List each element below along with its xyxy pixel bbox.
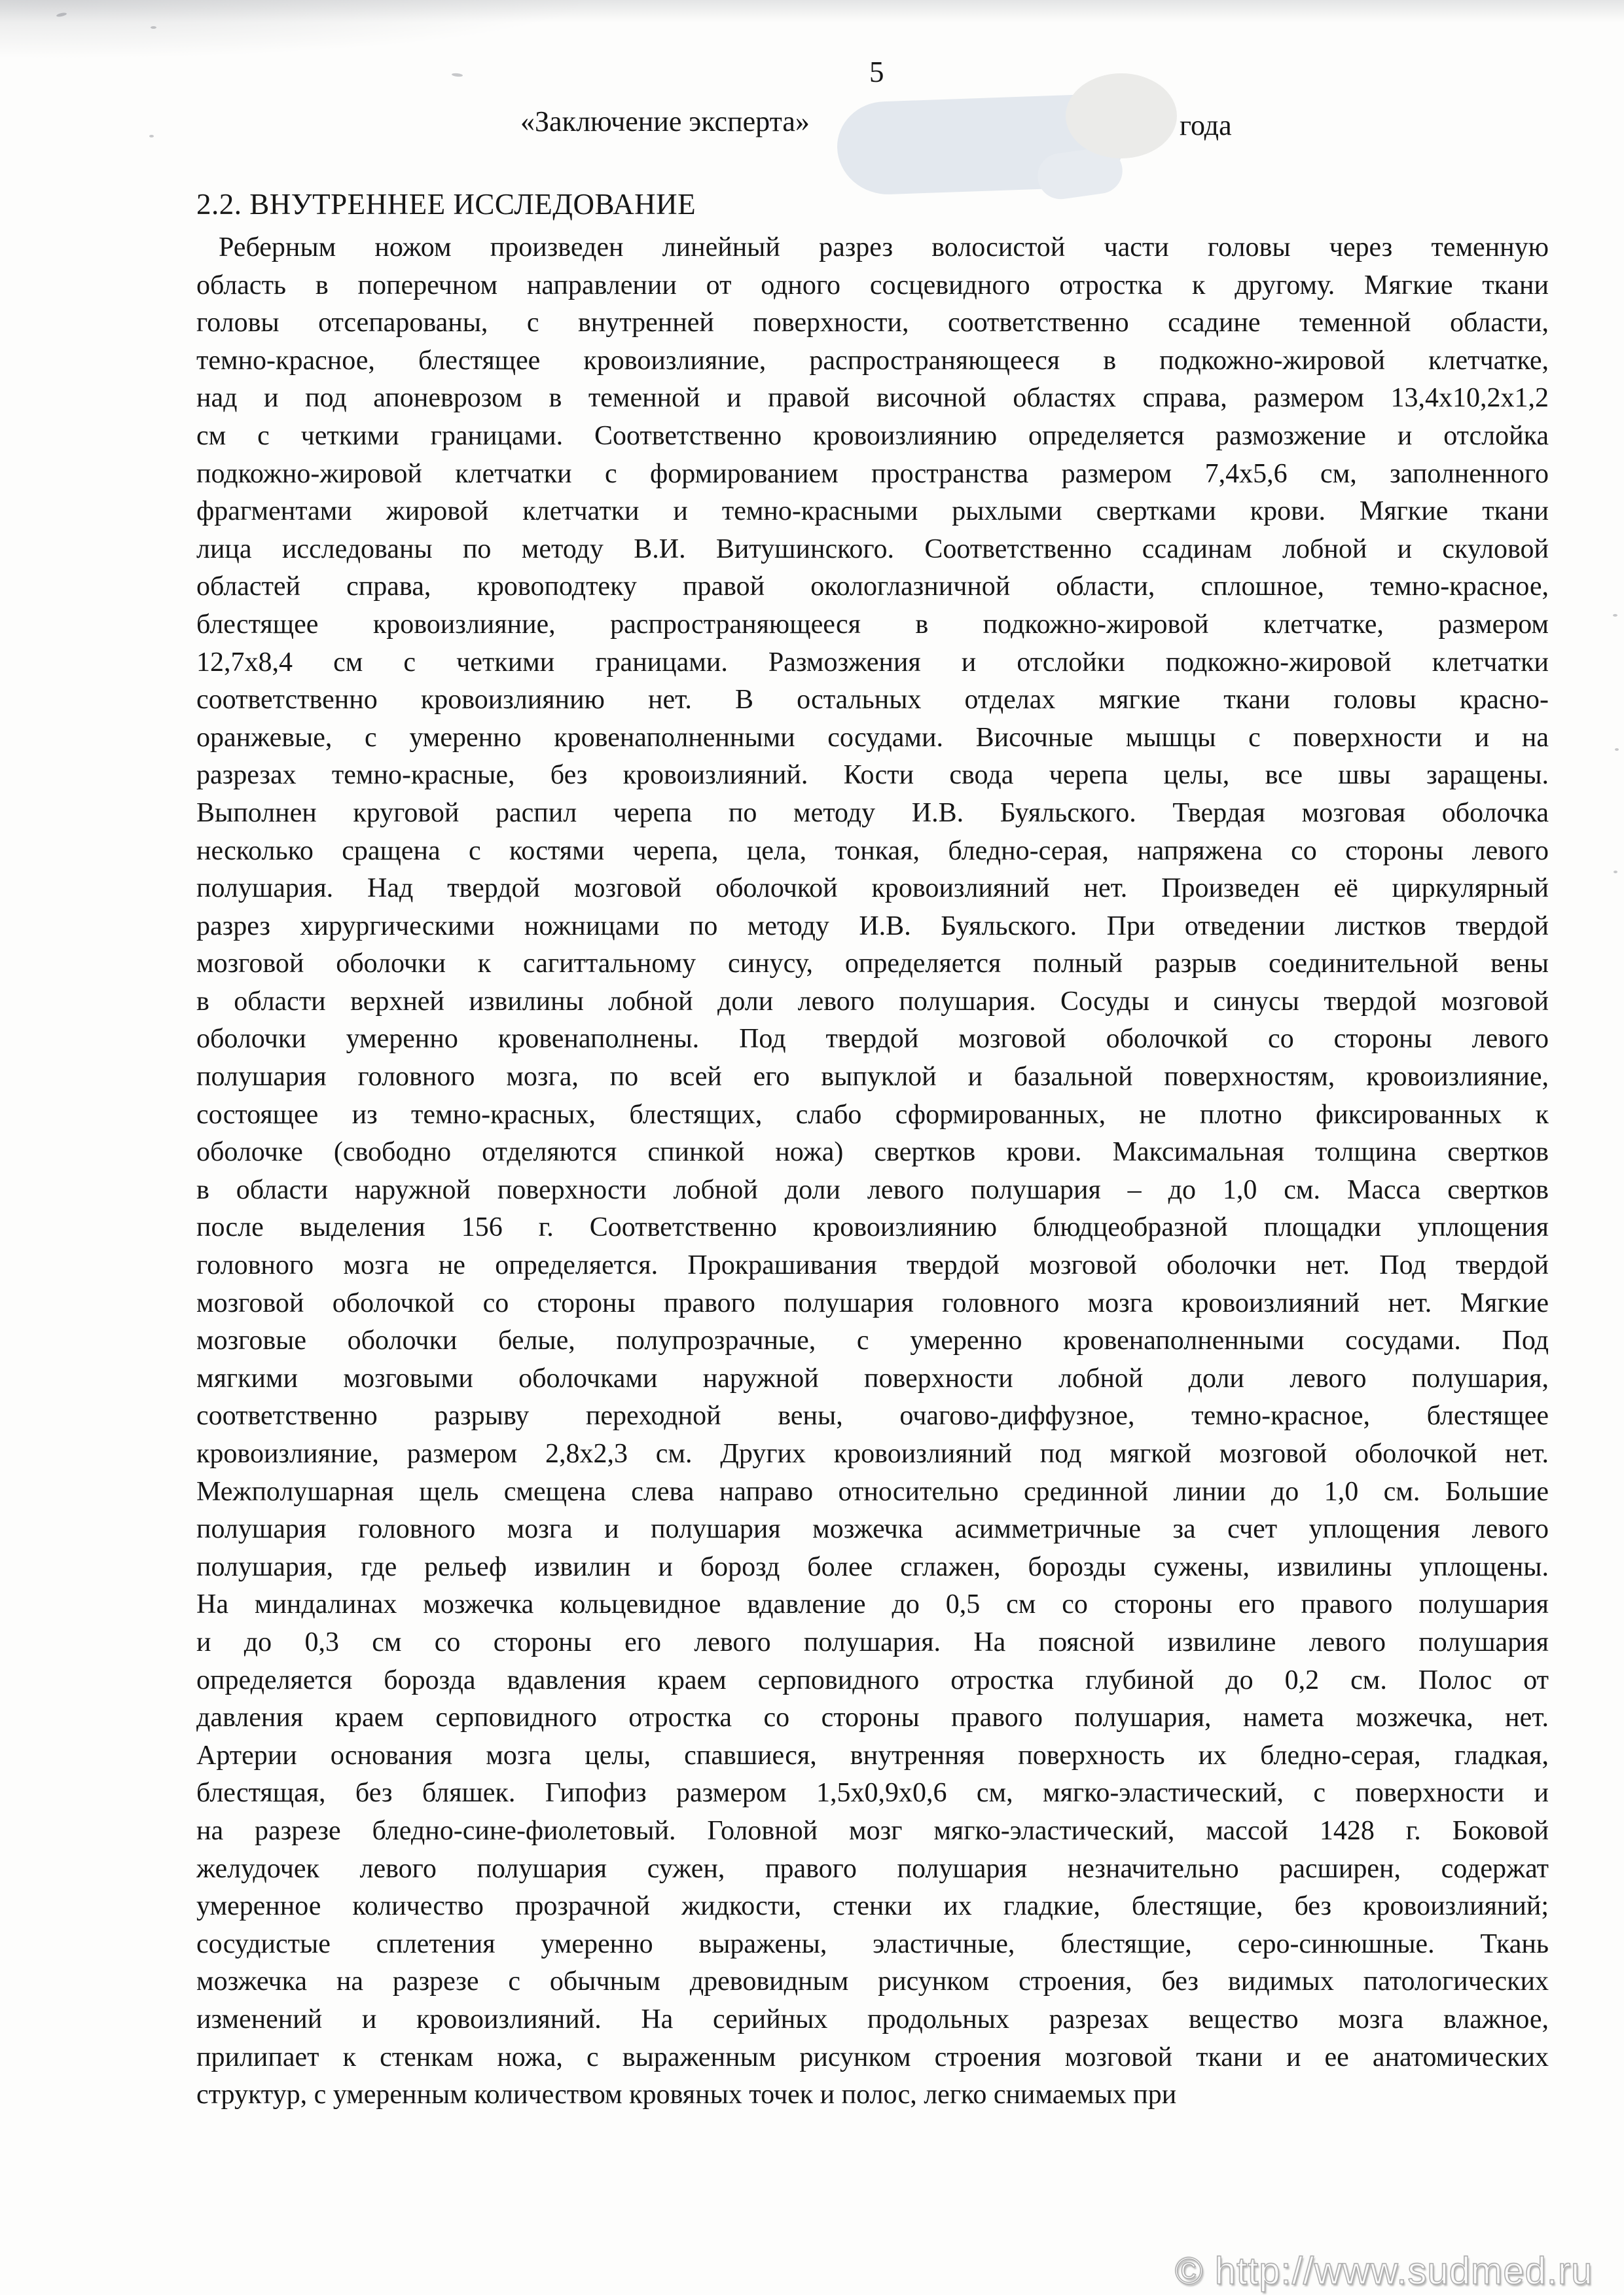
document-title: «Заключение эксперта» [520, 105, 810, 137]
text-line: структур, с умеренным количеством кровяных точек и полос, легко снимаемых при [196, 2080, 1177, 2110]
text-line: после выделения 156 г. Соответственно кровоизлиянию блюдцеобразной площадки уплощения [196, 1212, 1549, 1243]
section-heading: 2.2. ВНУТРЕННЕЕ ИССЛЕДОВАНИЕ [196, 188, 696, 221]
scan-speck [1614, 871, 1617, 873]
text-line: состоящее из темно-красных, блестящих, слабо сформированных, не плотно фиксированных к [196, 1099, 1549, 1130]
watermark: © http://www.sudmed.ru [1175, 2250, 1593, 2292]
text-line: несколько сращена с костями черепа, цела, тонкая, бледно-серая, напряжена со стороны левого [196, 835, 1549, 866]
text-line: полушария головного мозга, по всей его выпуклой и базальной поверхностям, кровоизлияние, [196, 1062, 1549, 1093]
text-line: подкожно-жировой клетчатки с формированием пространства размером 7,4х5,6 см, заполненного [196, 458, 1549, 489]
text-line: мозговые оболочки белые, полупрозрачные, с умеренно кровенаполненными сосудами. Под [196, 1326, 1549, 1356]
text-line: над и под апоневрозом в теменной и правой височной областях справа, размером 13,4х10,2х1,2 [196, 383, 1549, 414]
text-line: в области верхней извилины лобной доли левого полушария. Сосуды и синусы твердой мозговой [196, 986, 1549, 1017]
scan-speck [149, 135, 154, 137]
page-number: 5 [869, 56, 885, 88]
text-line: см с четкими границами. Соответственно кровоизлиянию определяется размозжение и отслойка [196, 420, 1549, 451]
text-line: оболочки умеренно кровенаполнены. Под твердой мозговой оболочкой со стороны левого [196, 1024, 1549, 1055]
text-line: мозговой оболочки к сагиттальному синусу, определяется полный разрыв соединительной вены [196, 949, 1549, 979]
text-line: мозговой оболочкой со стороны правого полушария головного мозга кровоизлияний нет. Мягкие [196, 1288, 1549, 1318]
text-line: оранжевые, с умеренно кровенаполненными сосудами. Височные мышцы с поверхности и на [196, 722, 1549, 753]
text-line: полушария. Над твердой мозговой оболочкой кровоизлияний нет. Произведен её циркулярный [196, 873, 1549, 904]
text-line: желудочек левого полушария сужен, правого полушария незначительно расширен, содержат [196, 1853, 1549, 1884]
text-line: область в поперечном направлении от одного сосцевидного отростка к другому. Мягкие ткани [196, 270, 1549, 300]
text-line: разрезах темно-красные, без кровоизлияний. Кости свода черепа целы, все швы заращены. [196, 760, 1549, 791]
text-line: кровоизлияние, размером 2,8х2,3 см. Других кровоизлияний под мягкой мозговой оболочкой нет. [196, 1439, 1549, 1469]
text-line: Выполнен круговой распил черепа по методу И.В. Буяльского. Твердая мозговая оболочка [196, 797, 1549, 828]
text-line: изменений и кровоизлияний. На серийных продольных разрезах вещество мозга влажное, [196, 2004, 1549, 2034]
text-line: лица исследованы по методу В.И. Витушинского. Соответственно ссадинам лобной и скуловой [196, 533, 1549, 564]
text-line: соответственно кровоизлиянию нет. В остальных отделах мягкие ткани головы красно- [196, 685, 1549, 715]
text-line: соответственно разрыву переходной вены, очагово-диффузное, темно-красное, блестящее [196, 1401, 1549, 1432]
text-line: сосудистые сплетения умеренно выражены, эластичные, блестящие, серо-синюшные. Ткань [196, 1928, 1549, 1959]
text-line: мягкими мозговыми оболочками наружной поверхности лобной доли левого полушария, [196, 1363, 1549, 1394]
text-line: давления краем серповидного отростка со стороны правого полушария, намета мозжечка, нет. [196, 1703, 1549, 1733]
text-line: фрагментами жировой клетчатки и темно-красными рыхлыми свертками крови. Мягкие ткани [196, 496, 1549, 527]
text-line: Межполушарная щель смещена слева направо относительно срединной линии до 1,0 см. Большие [196, 1476, 1549, 1507]
text-line: полушария головного мозга и полушария мозжечка асимметричные за счет уплощения левого [196, 1514, 1549, 1545]
text-line: 12,7х8,4 см с четкими границами. Размозжения и отслойки подкожно-жировой клетчатки [196, 647, 1549, 678]
text-line: На миндалинах мозжечка кольцевидное вдавление до 0,5 см со стороны его правого полушария [196, 1589, 1549, 1620]
scan-speck [1615, 748, 1619, 751]
text-line: и до 0,3 см со стороны его левого полушария. На поясной извилине левого полушария [196, 1627, 1549, 1657]
text-line: прилипает к стенкам ножа, с выраженным рисунком строения мозговой ткани и ее анатомических [196, 2042, 1549, 2072]
scan-corner-shadow [0, 0, 589, 59]
scan-speck [452, 73, 463, 77]
scan-speck [151, 26, 156, 29]
text-line: головы отсепарованы, с внутренней поверхности, соответственно ссадине теменной области, [196, 308, 1549, 338]
redacted-date-blob-light [1066, 73, 1177, 158]
text-line: на разрезе бледно-сине-фиолетовый. Головной мозг мягко-эластический, массой 1428 г. Боковой [196, 1815, 1549, 1846]
text-line: умеренное количество прозрачной жидкости, стенки их гладкие, блестящие, без кровоизлияний; [196, 1891, 1549, 1922]
text-line: блестящее кровоизлияние, распространяющееся в подкожно-жировой клетчатке, размером [196, 609, 1549, 640]
text-line: разрез хирургическими ножницами по методу И.В. Буяльского. При отведении листков твердой [196, 911, 1549, 941]
text-line: блестящая, без бляшек. Гипофиз размером 1,5х0,9х0,6 см, мягко-эластический, с поверхности и [196, 1778, 1549, 1809]
text-line: определяется борозда вдавления краем серповидного отростка глубиной до 0,2 см. Полос от [196, 1665, 1549, 1695]
text-line: мозжечка на разрезе с обычным древовидным рисунком строения, без видимых патологических [196, 1966, 1549, 1997]
text-line: полушария, где рельеф извилин и борозд более сглажен, борозды сужены, извилины уплощены. [196, 1551, 1549, 1582]
header-year-label: года [1180, 109, 1232, 141]
text-line: областей справа, кровоподтеку правой окологлазничной области, сплошное, темно-красное, [196, 571, 1549, 602]
text-line: в области наружной поверхности лобной доли левого полушария – до 1,0 см. Масса свертков [196, 1174, 1549, 1205]
text-line: темно-красное, блестящее кровоизлияние, распространяющееся в подкожно-жировой клетчатке, [196, 345, 1549, 376]
text-line: оболочке (свободно отделяются спинкой ножа) свертков крови. Максимальная толщина свертков [196, 1137, 1549, 1168]
scan-speck [1613, 614, 1617, 617]
text-line: Реберным ножом произведен линейный разрез волосистой части головы через теменную [219, 232, 1549, 262]
text-line: головного мозга не определяется. Прокрашивания твердой мозговой оболочки нет. Под твердой [196, 1250, 1549, 1281]
text-line: Артерии основания мозга целы, спавшиеся, внутренняя поверхность их бледно-серая, гладкая, [196, 1740, 1549, 1771]
body-text [196, 229, 1549, 2114]
